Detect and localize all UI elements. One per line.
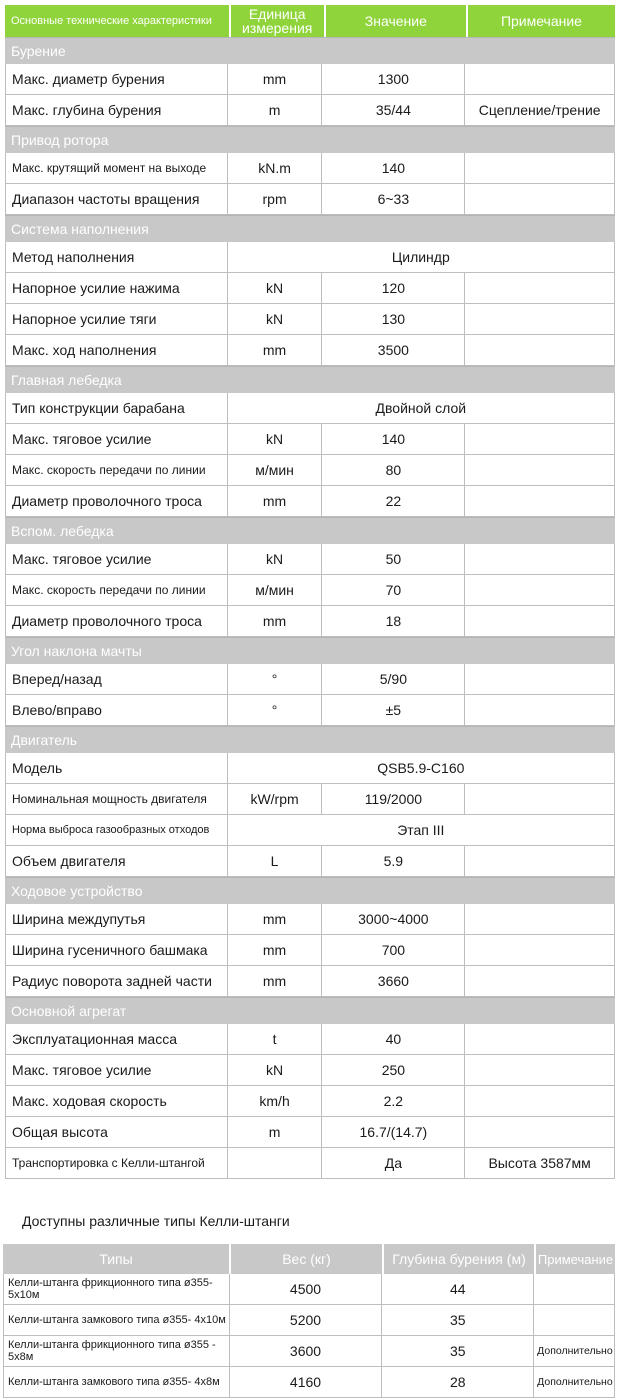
param-value: 1300 bbox=[322, 64, 465, 94]
param-unit: kN bbox=[228, 544, 323, 574]
header-unit: Единица измерения bbox=[229, 5, 324, 37]
param-name: Общая высота bbox=[6, 1117, 228, 1147]
param-value: 70 bbox=[322, 575, 465, 605]
kelly-weight: 3600 bbox=[230, 1336, 383, 1366]
param-name: Норма выброса газообразных отходов bbox=[6, 815, 228, 845]
param-name: Эксплуатационная масса bbox=[6, 1024, 228, 1054]
param-unit: kN bbox=[228, 1055, 323, 1085]
kelly-header-note: Примечание bbox=[534, 1244, 615, 1274]
kelly-weight: 4500 bbox=[230, 1274, 383, 1304]
kelly-note bbox=[534, 1305, 615, 1335]
param-note bbox=[465, 664, 615, 694]
kelly-header-weight: Вес (кг) bbox=[229, 1244, 382, 1274]
param-value: Этап III bbox=[228, 815, 615, 845]
kelly-type: Келли-штанга фрикционного типа ø355-5x10м bbox=[4, 1274, 230, 1304]
section-header: Ходовое устройство bbox=[5, 877, 615, 904]
table-row bbox=[5, 846, 615, 877]
table-row bbox=[5, 1086, 615, 1117]
kelly-depth: 44 bbox=[382, 1274, 534, 1304]
table-row bbox=[5, 455, 615, 486]
param-name: Макс. глубина бурения bbox=[6, 95, 228, 125]
param-value: 140 bbox=[322, 424, 465, 454]
param-unit: mm bbox=[228, 64, 323, 94]
kelly-note: Дополнительно bbox=[534, 1336, 615, 1366]
param-name: Транспортировка с Келли-штангой bbox=[6, 1148, 228, 1178]
kelly-header-depth: Глубина бурения (м) bbox=[382, 1244, 534, 1274]
table-row bbox=[5, 486, 615, 517]
kelly-type: Келли-штанга замкового типа ø355- 4x8м bbox=[4, 1367, 230, 1397]
param-note bbox=[465, 335, 615, 365]
kelly-weight: 4160 bbox=[230, 1367, 383, 1397]
param-name: Метод наполнения bbox=[6, 242, 228, 272]
param-unit: mm bbox=[228, 935, 323, 965]
param-note bbox=[465, 1055, 615, 1085]
param-note bbox=[465, 846, 615, 876]
spec-table bbox=[5, 5, 615, 1179]
param-value: 119/2000 bbox=[322, 784, 465, 814]
param-value: ±5 bbox=[322, 695, 465, 725]
param-value: 120 bbox=[322, 273, 465, 303]
param-name: Макс. ход наполнения bbox=[6, 335, 228, 365]
param-value: 130 bbox=[322, 304, 465, 334]
param-value: 250 bbox=[322, 1055, 465, 1085]
param-unit: kN bbox=[228, 304, 323, 334]
param-value: 700 bbox=[322, 935, 465, 965]
section-header: Угол наклона мачты bbox=[5, 637, 615, 664]
table-row bbox=[5, 1024, 615, 1055]
param-value: Двойной слой bbox=[228, 393, 615, 423]
param-name: Диаметр проволочного троса bbox=[6, 486, 228, 516]
param-name: Макс. диаметр бурения bbox=[6, 64, 228, 94]
section-header: Основной агрегат bbox=[5, 997, 615, 1024]
kelly-row bbox=[3, 1274, 615, 1305]
section-header: Привод ротора bbox=[5, 126, 615, 153]
param-unit: kW/rpm bbox=[228, 784, 323, 814]
header-characteristics: Основные технические характеристики bbox=[11, 15, 212, 27]
param-name: Макс. скорость передачи по линии bbox=[6, 455, 228, 485]
param-unit: km/h bbox=[228, 1086, 323, 1116]
param-note: Высота 3587мм bbox=[465, 1148, 615, 1178]
param-note bbox=[465, 424, 615, 454]
kelly-depth: 35 bbox=[382, 1305, 534, 1335]
header-value: Значение bbox=[324, 5, 466, 37]
param-note bbox=[465, 486, 615, 516]
param-unit: mm bbox=[228, 335, 323, 365]
section-header: Вспом. лебедка bbox=[5, 517, 615, 544]
param-name: Макс. тяговое усилие bbox=[6, 424, 228, 454]
param-unit: ° bbox=[228, 664, 323, 694]
param-unit: rpm bbox=[228, 184, 323, 214]
param-unit: L bbox=[228, 846, 323, 876]
param-name: Радиус поворота задней части bbox=[6, 966, 228, 996]
table-row bbox=[5, 335, 615, 366]
param-name: Макс. скорость передачи по линии bbox=[6, 575, 228, 605]
table-row bbox=[5, 242, 615, 273]
table-row bbox=[5, 153, 615, 184]
param-unit: kN.m bbox=[228, 153, 323, 183]
kelly-row bbox=[3, 1367, 615, 1398]
spec-header-row bbox=[5, 5, 615, 37]
kelly-type: Келли-штанга фрикционного типа ø355 - 5x8м bbox=[4, 1336, 230, 1366]
param-unit: м/мин bbox=[228, 575, 323, 605]
param-note bbox=[465, 1117, 615, 1147]
param-name: Ширина гусеничного башмака bbox=[6, 935, 228, 965]
kelly-note: Дополнительно bbox=[534, 1367, 615, 1397]
param-note bbox=[465, 966, 615, 996]
param-note bbox=[465, 904, 615, 934]
table-row bbox=[5, 966, 615, 997]
param-note bbox=[465, 184, 615, 214]
param-name: Модель bbox=[6, 753, 228, 783]
param-note bbox=[465, 606, 615, 636]
param-note bbox=[465, 784, 615, 814]
param-note bbox=[465, 153, 615, 183]
param-value: 3500 bbox=[322, 335, 465, 365]
section-header: Главная лебедка bbox=[5, 366, 615, 393]
param-note bbox=[465, 544, 615, 574]
param-note bbox=[465, 64, 615, 94]
param-unit: mm bbox=[228, 606, 323, 636]
param-unit bbox=[228, 1148, 323, 1178]
table-row bbox=[5, 184, 615, 215]
table-row bbox=[5, 784, 615, 815]
kelly-body bbox=[3, 1274, 615, 1398]
param-name: Напорное усилие нажима bbox=[6, 273, 228, 303]
param-name: Номинальная мощность двигателя bbox=[6, 784, 228, 814]
param-unit: m bbox=[228, 95, 323, 125]
param-note bbox=[465, 304, 615, 334]
table-row bbox=[5, 664, 615, 695]
param-value: 22 bbox=[322, 486, 465, 516]
table-row bbox=[5, 95, 615, 126]
param-unit: kN bbox=[228, 424, 323, 454]
param-value: 5.9 bbox=[322, 846, 465, 876]
param-unit: kN bbox=[228, 273, 323, 303]
param-value: 140 bbox=[322, 153, 465, 183]
table-row bbox=[5, 695, 615, 726]
spec-body bbox=[5, 37, 615, 1179]
param-unit: mm bbox=[228, 486, 323, 516]
param-value: 16.7/(14.7) bbox=[322, 1117, 465, 1147]
param-value: 3660 bbox=[322, 966, 465, 996]
section-header: Бурение bbox=[5, 37, 615, 64]
param-value: Цилиндр bbox=[228, 242, 615, 272]
param-unit: t bbox=[228, 1024, 323, 1054]
param-note bbox=[465, 1086, 615, 1116]
param-name: Макс. тяговое усилие bbox=[6, 1055, 228, 1085]
param-note: Сцепление/трение bbox=[465, 95, 615, 125]
kelly-depth: 28 bbox=[382, 1367, 534, 1397]
table-row bbox=[5, 575, 615, 606]
param-note bbox=[465, 575, 615, 605]
param-name: Напорное усилие тяги bbox=[6, 304, 228, 334]
table-row bbox=[5, 1055, 615, 1086]
param-name: Тип конструкции барабана bbox=[6, 393, 228, 423]
param-name: Макс. крутящий момент на выходе bbox=[6, 153, 228, 183]
kelly-table bbox=[3, 1244, 615, 1398]
table-row bbox=[5, 544, 615, 575]
section-header: Двигатель bbox=[5, 726, 615, 753]
param-value: 5/90 bbox=[322, 664, 465, 694]
param-note bbox=[465, 1024, 615, 1054]
param-unit: m bbox=[228, 1117, 323, 1147]
table-row bbox=[5, 304, 615, 335]
kelly-type: Келли-штанга замкового типа ø355- 4x10м bbox=[4, 1305, 230, 1335]
param-value: 2.2 bbox=[322, 1086, 465, 1116]
kelly-weight: 5200 bbox=[230, 1305, 383, 1335]
param-unit: м/мин bbox=[228, 455, 323, 485]
table-row bbox=[5, 904, 615, 935]
kelly-caption: Доступны различные типы Келли-штанги bbox=[22, 1213, 290, 1229]
param-value: 35/44 bbox=[322, 95, 465, 125]
param-note bbox=[465, 935, 615, 965]
param-name: Ширина междупутья bbox=[6, 904, 228, 934]
table-row bbox=[5, 64, 615, 95]
param-unit: mm bbox=[228, 904, 323, 934]
param-unit: mm bbox=[228, 966, 323, 996]
table-row bbox=[5, 1117, 615, 1148]
param-value: 18 bbox=[322, 606, 465, 636]
header-note: Примечание bbox=[466, 5, 615, 37]
param-value: Да bbox=[322, 1148, 465, 1178]
param-name: Объем двигателя bbox=[6, 846, 228, 876]
param-unit: ° bbox=[228, 695, 323, 725]
param-value: QSB5.9-C160 bbox=[228, 753, 615, 783]
kelly-depth: 35 bbox=[382, 1336, 534, 1366]
param-value: 80 bbox=[322, 455, 465, 485]
kelly-header-type: Типы bbox=[99, 1251, 133, 1267]
param-name: Влево/вправо bbox=[6, 695, 228, 725]
table-row bbox=[5, 393, 615, 424]
table-row bbox=[5, 753, 615, 784]
section-header: Система наполнения bbox=[5, 215, 615, 242]
param-value: 3000~4000 bbox=[322, 904, 465, 934]
param-value: 40 bbox=[322, 1024, 465, 1054]
param-name: Вперед/назад bbox=[6, 664, 228, 694]
kelly-header-row bbox=[3, 1244, 615, 1274]
param-note bbox=[465, 273, 615, 303]
param-note bbox=[465, 455, 615, 485]
param-name: Макс. тяговое усилие bbox=[6, 544, 228, 574]
param-name: Макс. ходовая скорость bbox=[6, 1086, 228, 1116]
param-name: Диаметр проволочного троса bbox=[6, 606, 228, 636]
table-row bbox=[5, 273, 615, 304]
table-row bbox=[5, 935, 615, 966]
table-row bbox=[5, 1148, 615, 1179]
kelly-row bbox=[3, 1336, 615, 1367]
param-value: 50 bbox=[322, 544, 465, 574]
table-row bbox=[5, 424, 615, 455]
param-value: 6~33 bbox=[322, 184, 465, 214]
param-name: Диапазон частоты вращения bbox=[6, 184, 228, 214]
table-row bbox=[5, 815, 615, 846]
kelly-row bbox=[3, 1305, 615, 1336]
kelly-note bbox=[534, 1274, 615, 1304]
table-row bbox=[5, 606, 615, 637]
param-note bbox=[465, 695, 615, 725]
